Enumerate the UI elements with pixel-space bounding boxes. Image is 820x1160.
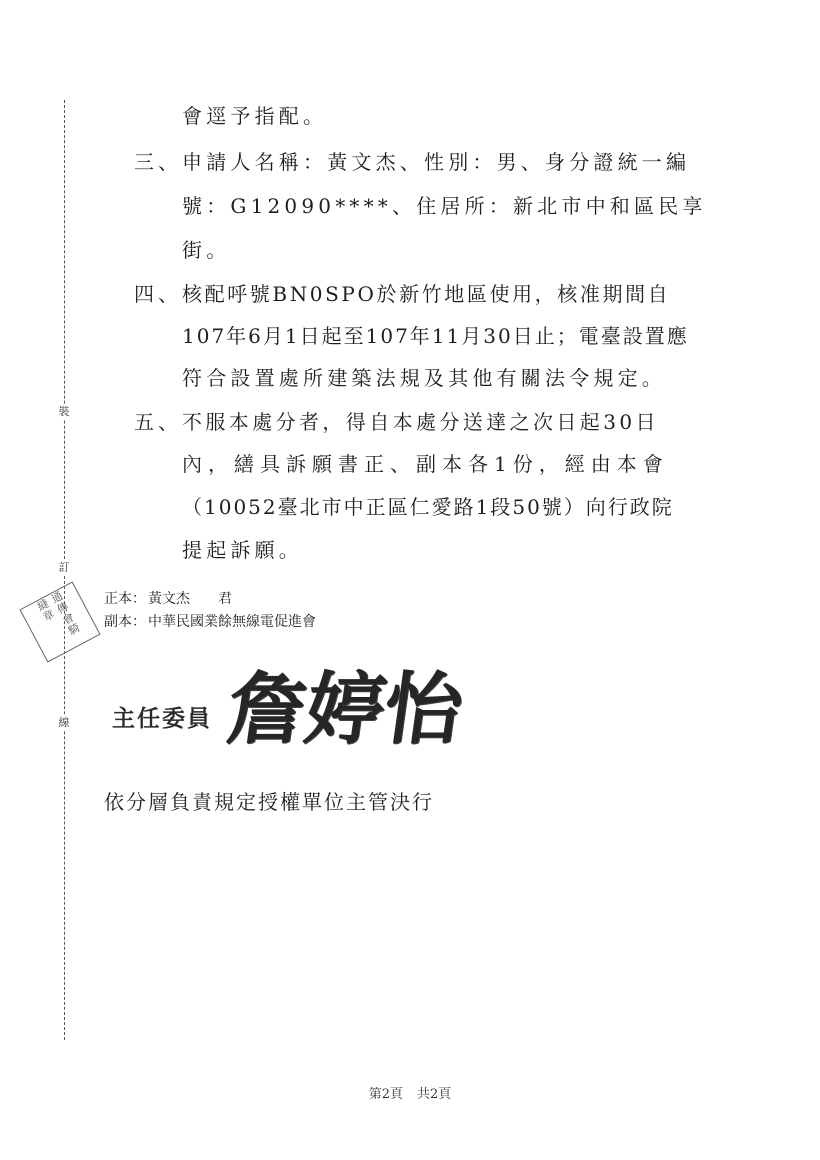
binding-char-zhuang: 裝 bbox=[56, 404, 72, 420]
original-copy-line bbox=[104, 590, 232, 608]
item4-line-1: 核配呼號BN0SPO於新竹地區使用，核准期間自 bbox=[182, 282, 671, 306]
item4-line-3: 符合設置處所建築法規及其他有關法令規定。 bbox=[182, 366, 666, 390]
duplicate-copy-recipient: 中華民國業餘無線電促進會 bbox=[148, 614, 316, 630]
original-copy-suffix: 君 bbox=[218, 591, 232, 607]
duplicate-copy-label: 副本： bbox=[104, 614, 146, 630]
page-current: 第2頁 bbox=[368, 1087, 403, 1102]
binding-char-ding: 訂 bbox=[56, 560, 72, 576]
seam-seal-text: 通傳會騎縫章 bbox=[34, 589, 83, 638]
item4-line-2: 107年6月1日起至107年11月30日止；電臺設置應 bbox=[182, 324, 689, 348]
item5-line-1: 不服本處分者，得自本處分送達之次日起30日 bbox=[182, 410, 659, 434]
signatory-signature: 詹婷怡 bbox=[221, 664, 469, 755]
item3-line-2: 號：G12090****、住居所：新北市中和區民享 bbox=[182, 194, 707, 218]
signatory-title: 主任委員 bbox=[112, 705, 212, 732]
item3-numeral: 三、 bbox=[134, 150, 182, 174]
page-total: 共2頁 bbox=[417, 1087, 452, 1102]
item4-numeral: 四、 bbox=[134, 282, 182, 306]
item5-line-3: （10052臺北市中正區仁愛路1段50號）向行政院 bbox=[182, 495, 674, 519]
item3-line-3: 街。 bbox=[182, 238, 231, 262]
delegation-note: 依分層負責規定授權單位主管決行 bbox=[104, 790, 434, 814]
item5-numeral: 五、 bbox=[134, 410, 182, 434]
original-copy-recipient: 黃文杰 bbox=[148, 591, 190, 607]
item5-line-4: 提起訴願。 bbox=[182, 538, 303, 562]
binding-char-xian: 線 bbox=[56, 715, 72, 731]
item5-line-2: 內，繕具訴願書正、副本各1份，經由本會 bbox=[182, 452, 669, 476]
duplicate-copy-line bbox=[104, 613, 316, 631]
item3-line-1: 申請人名稱：黃文杰、性別：男、身分證統一編 bbox=[182, 150, 691, 174]
continuation-line: 會逕予指配。 bbox=[182, 104, 328, 128]
page-number bbox=[0, 1083, 820, 1102]
original-copy-label: 正本： bbox=[104, 591, 146, 607]
seam-seal-stamp bbox=[19, 581, 100, 662]
